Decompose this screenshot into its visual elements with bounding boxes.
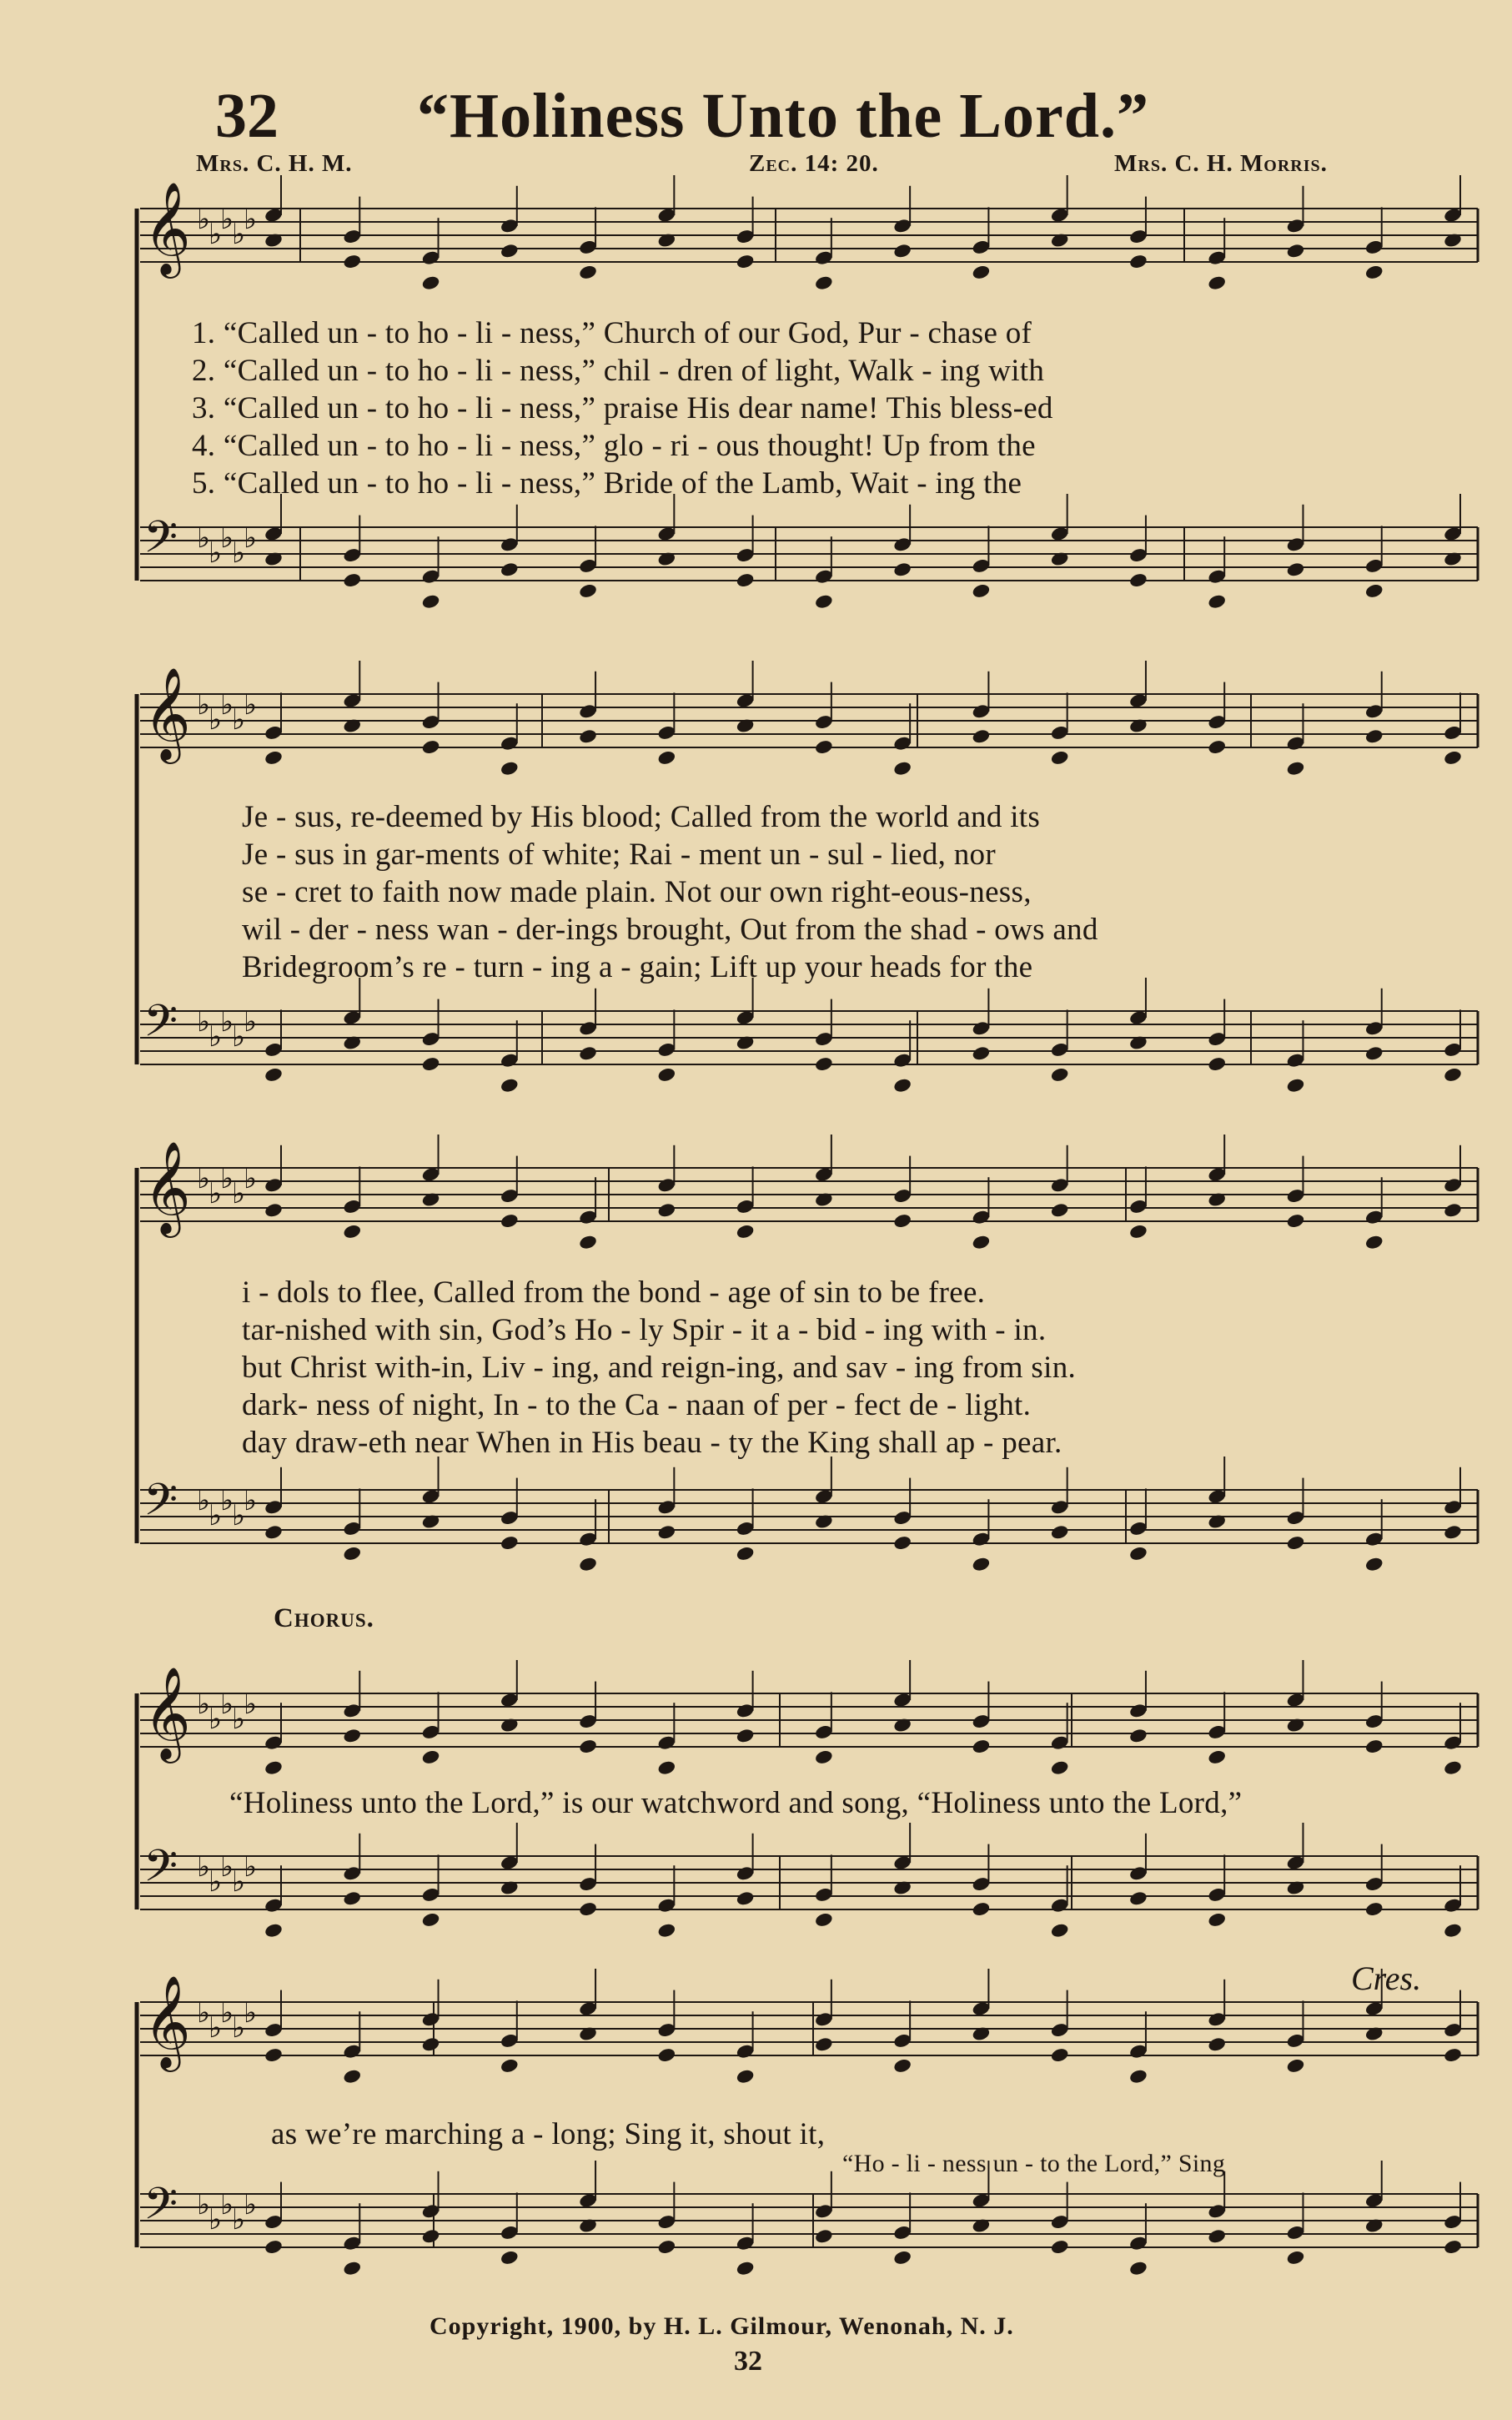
verse-2-line-2: Je - sus in gar-ments of white; Rai - ment un - sul - lied, nor bbox=[242, 838, 996, 872]
flat-icon: ♭ bbox=[232, 536, 246, 570]
note-head bbox=[578, 582, 598, 599]
flat-icon: ♭ bbox=[197, 1484, 211, 1517]
note-head bbox=[1443, 749, 1463, 766]
note-head bbox=[1128, 2068, 1148, 2085]
note-head bbox=[736, 1890, 756, 1907]
note-head bbox=[1443, 2047, 1463, 2064]
note-head bbox=[1364, 1234, 1384, 1250]
note-head bbox=[1207, 1911, 1227, 1928]
note-head bbox=[1050, 2047, 1070, 2064]
note-head bbox=[1050, 2239, 1070, 2256]
note-head bbox=[892, 760, 912, 777]
note-head bbox=[500, 243, 520, 259]
note-head bbox=[657, 1524, 677, 1541]
note-head bbox=[1286, 1077, 1306, 1094]
note-head bbox=[892, 243, 912, 259]
chorus-line-2-bass: “Ho - li - ness un - to the Lord,” Sing bbox=[842, 2150, 1226, 2177]
note-head bbox=[1286, 1535, 1306, 1552]
note-head bbox=[736, 1545, 756, 1562]
note-head bbox=[972, 1556, 992, 1572]
hymn-title: “Holiness Unto the Lord.” bbox=[417, 81, 1149, 151]
note-head bbox=[814, 274, 834, 291]
note-head bbox=[1128, 572, 1148, 589]
treble-clef-icon: 𝄞 bbox=[143, 1975, 191, 2068]
flat-icon: ♭ bbox=[220, 1162, 234, 1195]
note-head bbox=[657, 1759, 677, 1776]
note-head bbox=[814, 2228, 834, 2245]
flat-icon: ♭ bbox=[208, 1177, 223, 1210]
chorus-line-2: as we’re marching a - long; Sing it, shout it, bbox=[271, 2117, 826, 2151]
flat-icon: ♭ bbox=[220, 203, 234, 236]
flat-icon: ♭ bbox=[197, 2188, 211, 2221]
note-head bbox=[264, 749, 284, 766]
flat-icon: ♭ bbox=[197, 203, 211, 236]
note-head bbox=[1286, 561, 1306, 578]
note-head bbox=[264, 2239, 284, 2256]
note-head bbox=[1286, 2249, 1306, 2266]
flat-icon: ♭ bbox=[232, 218, 246, 251]
flat-icon: ♭ bbox=[244, 521, 258, 555]
note-head bbox=[892, 1077, 912, 1094]
note-head bbox=[892, 1535, 912, 1552]
note-head bbox=[657, 1066, 677, 1083]
note-head bbox=[578, 728, 598, 745]
flat-icon: ♭ bbox=[208, 1703, 223, 1736]
note-head bbox=[1286, 1213, 1306, 1230]
verse-4-line-1: 4. “Called un - to ho - li - ness,” glo - ri - ous thought! Up from the bbox=[192, 429, 1036, 463]
flat-icon: ♭ bbox=[232, 2203, 246, 2236]
note-head bbox=[1364, 1738, 1384, 1755]
flat-icon: ♭ bbox=[244, 1162, 258, 1195]
scripture-reference: Zec. 14: 20. bbox=[749, 150, 879, 177]
verse-5-line-1: 5. “Called un - to ho - li - ness,” Bride of the Lamb, Wait - ing the bbox=[192, 466, 1022, 501]
flat-icon: ♭ bbox=[208, 2203, 223, 2236]
note-head bbox=[814, 739, 834, 756]
note-head bbox=[421, 2228, 441, 2245]
note-head bbox=[1286, 243, 1306, 259]
flat-icon: ♭ bbox=[208, 703, 223, 737]
flat-icon: ♭ bbox=[197, 1688, 211, 1721]
note-head bbox=[814, 2036, 834, 2053]
note-head bbox=[657, 749, 677, 766]
verse-5-line-3: day draw-eth near When in His beau - ty the King shall ap - pear. bbox=[242, 1426, 1062, 1460]
bass-clef-icon: 𝄢 bbox=[143, 1475, 178, 1537]
note-head bbox=[814, 1911, 834, 1928]
chorus-line-1: “Holiness unto the Lord,” is our watchword and song, “Holiness unto the Lord,” bbox=[229, 1786, 1243, 1820]
note-head bbox=[578, 1901, 598, 1918]
note-head bbox=[1128, 1223, 1148, 1240]
note-head bbox=[1364, 582, 1384, 599]
note-head bbox=[1364, 1901, 1384, 1918]
note-head bbox=[736, 1728, 756, 1744]
flat-icon: ♭ bbox=[220, 1850, 234, 1884]
flat-icon: ♭ bbox=[208, 1020, 223, 1054]
flat-icon: ♭ bbox=[197, 1850, 211, 1884]
note-head bbox=[421, 2036, 441, 2053]
flat-icon: ♭ bbox=[244, 1996, 258, 2030]
note-head bbox=[578, 1045, 598, 1062]
verse-3-line-2: se - cret to faith now made plain. Not our own right-eous-ness, bbox=[242, 875, 1032, 909]
flat-icon: ♭ bbox=[208, 2011, 223, 2045]
note-head bbox=[1207, 2036, 1227, 2053]
note-head bbox=[421, 1911, 441, 1928]
note-head bbox=[657, 1922, 677, 1939]
bass-clef-icon: 𝄢 bbox=[143, 2179, 178, 2241]
flat-icon: ♭ bbox=[208, 1499, 223, 1532]
note-head bbox=[421, 274, 441, 291]
note-head bbox=[421, 1056, 441, 1073]
note-head bbox=[1443, 2239, 1463, 2256]
note-head bbox=[578, 1556, 598, 1572]
flat-icon: ♭ bbox=[220, 1996, 234, 2030]
note-head bbox=[736, 2068, 756, 2085]
note-head bbox=[1050, 1922, 1070, 1939]
flat-icon: ♭ bbox=[232, 1020, 246, 1054]
note-head bbox=[1207, 1748, 1227, 1765]
note-head bbox=[1128, 254, 1148, 270]
flat-icon: ♭ bbox=[244, 1850, 258, 1884]
note-head bbox=[578, 1234, 598, 1250]
note-head bbox=[500, 1077, 520, 1094]
note-head bbox=[1128, 2260, 1148, 2277]
note-head bbox=[264, 1759, 284, 1776]
hymn-number: 32 bbox=[215, 81, 279, 151]
flat-icon: ♭ bbox=[232, 1499, 246, 1532]
note-head bbox=[1443, 1759, 1463, 1776]
note-head bbox=[342, 2260, 362, 2277]
note-head bbox=[500, 760, 520, 777]
note-head bbox=[1050, 1202, 1070, 1219]
note-head bbox=[342, 1223, 362, 1240]
verse-1-line-3: i - dols to flee, Called from the bond - age of sin to be free. bbox=[242, 1275, 986, 1310]
note-head bbox=[972, 1738, 992, 1755]
flat-icon: ♭ bbox=[197, 1996, 211, 2030]
flat-icon: ♭ bbox=[232, 1703, 246, 1736]
flat-icon: ♭ bbox=[220, 1484, 234, 1517]
note-head bbox=[342, 2068, 362, 2085]
treble-clef-icon: 𝄞 bbox=[143, 667, 191, 760]
verse-1-line-1: 1. “Called un - to ho - li - ness,” Church of our God, Pur - chase of bbox=[192, 316, 1032, 350]
note-head bbox=[814, 593, 834, 610]
verse-2-line-1: 2. “Called un - to ho - li - ness,” chil - dren of light, Walk - ing with bbox=[192, 354, 1045, 388]
note-head bbox=[500, 561, 520, 578]
note-head bbox=[1050, 749, 1070, 766]
bass-clef-icon: 𝄢 bbox=[143, 1841, 178, 1903]
note-head bbox=[1050, 1524, 1070, 1541]
note-head bbox=[814, 1056, 834, 1073]
flat-icon: ♭ bbox=[197, 521, 211, 555]
flat-icon: ♭ bbox=[208, 536, 223, 570]
verse-1-line-2: Je - sus, re-deemed by His blood; Called from the world and its bbox=[242, 800, 1041, 834]
note-head bbox=[972, 1901, 992, 1918]
note-head bbox=[421, 739, 441, 756]
note-head bbox=[1207, 593, 1227, 610]
note-head bbox=[1364, 728, 1384, 745]
note-head bbox=[1443, 1066, 1463, 1083]
note-head bbox=[1207, 2228, 1227, 2245]
note-head bbox=[1443, 1524, 1463, 1541]
copyright-notice: Copyright, 1900, by H. L. Gilmour, Wenonah, N. J. bbox=[429, 2312, 1014, 2340]
flat-icon: ♭ bbox=[232, 703, 246, 737]
note-head bbox=[500, 2057, 520, 2074]
treble-clef-icon: 𝄞 bbox=[143, 1666, 191, 1759]
flat-icon: ♭ bbox=[220, 521, 234, 555]
treble-clef-icon: 𝄞 bbox=[143, 181, 191, 274]
note-head bbox=[342, 1545, 362, 1562]
note-head bbox=[578, 1738, 598, 1755]
note-head bbox=[1050, 1759, 1070, 1776]
flat-icon: ♭ bbox=[197, 1005, 211, 1039]
note-head bbox=[972, 1234, 992, 1250]
note-head bbox=[972, 264, 992, 280]
note-head bbox=[892, 2057, 912, 2074]
note-head bbox=[1050, 1066, 1070, 1083]
note-head bbox=[736, 254, 756, 270]
note-head bbox=[1286, 2057, 1306, 2074]
note-head bbox=[1443, 1922, 1463, 1939]
note-head bbox=[972, 1045, 992, 1062]
flat-icon: ♭ bbox=[244, 203, 258, 236]
flat-icon: ♭ bbox=[244, 1484, 258, 1517]
note-head bbox=[1207, 739, 1227, 756]
note-head bbox=[736, 572, 756, 589]
verse-3-line-1: 3. “Called un - to ho - li - ness,” praise His dear name! This bless-ed bbox=[192, 391, 1053, 425]
note-head bbox=[1128, 1728, 1148, 1744]
note-head bbox=[657, 1202, 677, 1219]
note-head bbox=[657, 2047, 677, 2064]
page-number: 32 bbox=[734, 2346, 762, 2377]
verse-2-line-3: tar-nished with sin, God’s Ho - ly Spir - it a - bid - ing with - in. bbox=[242, 1313, 1047, 1347]
flat-icon: ♭ bbox=[220, 1005, 234, 1039]
note-head bbox=[814, 1748, 834, 1765]
flat-icon: ♭ bbox=[232, 2011, 246, 2045]
note-head bbox=[342, 572, 362, 589]
verse-5-line-2: Bridegroom’s re - turn - ing a - gain; Lift up your heads for the bbox=[242, 950, 1033, 984]
note-head bbox=[736, 2260, 756, 2277]
note-head bbox=[1443, 1202, 1463, 1219]
flat-icon: ♭ bbox=[232, 1865, 246, 1899]
note-head bbox=[500, 1213, 520, 1230]
note-head bbox=[500, 1535, 520, 1552]
flat-icon: ♭ bbox=[197, 688, 211, 722]
note-head bbox=[1364, 1045, 1384, 1062]
bass-clef-icon: 𝄢 bbox=[143, 996, 178, 1058]
note-head bbox=[1128, 1890, 1148, 1907]
note-head bbox=[892, 1213, 912, 1230]
flat-icon: ♭ bbox=[197, 1162, 211, 1195]
note-head bbox=[892, 561, 912, 578]
note-head bbox=[264, 1202, 284, 1219]
note-head bbox=[342, 254, 362, 270]
flat-icon: ♭ bbox=[208, 218, 223, 251]
note-head bbox=[342, 1890, 362, 1907]
note-head bbox=[1128, 1545, 1148, 1562]
treble-clef-icon: 𝄞 bbox=[143, 1140, 191, 1234]
note-head bbox=[264, 1066, 284, 1083]
flat-icon: ♭ bbox=[244, 688, 258, 722]
chorus-label: Chorus. bbox=[274, 1603, 374, 1633]
bass-clef-icon: 𝄢 bbox=[143, 512, 178, 574]
note-head bbox=[972, 582, 992, 599]
note-head bbox=[657, 2239, 677, 2256]
flat-icon: ♭ bbox=[220, 1688, 234, 1721]
note-head bbox=[1364, 264, 1384, 280]
note-head bbox=[972, 728, 992, 745]
verse-4-line-2: wil - der - ness wan - der-ings brought, Out from the shad - ows and bbox=[242, 913, 1098, 947]
note-head bbox=[500, 2249, 520, 2266]
music-credit: Mrs. C. H. Morris. bbox=[1114, 150, 1328, 177]
verse-3-line-3: but Christ with-in, Liv - ing, and reign-ing, and sav - ing from sin. bbox=[242, 1351, 1077, 1385]
flat-icon: ♭ bbox=[244, 2188, 258, 2221]
verse-4-line-3: dark- ness of night, In - to the Ca - naan of per - fect de - light. bbox=[242, 1388, 1032, 1422]
flat-icon: ♭ bbox=[220, 688, 234, 722]
note-head bbox=[342, 1728, 362, 1744]
note-head bbox=[264, 2047, 284, 2064]
note-head bbox=[1364, 1556, 1384, 1572]
note-head bbox=[264, 1922, 284, 1939]
note-head bbox=[421, 593, 441, 610]
flat-icon: ♭ bbox=[244, 1688, 258, 1721]
flat-icon: ♭ bbox=[244, 1005, 258, 1039]
note-head bbox=[264, 1524, 284, 1541]
flat-icon: ♭ bbox=[220, 2188, 234, 2221]
words-credit: Mrs. C. H. M. bbox=[196, 150, 353, 177]
note-head bbox=[421, 1748, 441, 1765]
flat-icon: ♭ bbox=[208, 1865, 223, 1899]
note-head bbox=[1286, 760, 1306, 777]
flat-icon: ♭ bbox=[232, 1177, 246, 1210]
note-head bbox=[1207, 274, 1227, 291]
crescendo-marking: Cres. bbox=[1351, 1960, 1422, 1997]
note-head bbox=[1207, 1056, 1227, 1073]
note-head bbox=[892, 2249, 912, 2266]
note-head bbox=[578, 264, 598, 280]
note-head bbox=[736, 1223, 756, 1240]
